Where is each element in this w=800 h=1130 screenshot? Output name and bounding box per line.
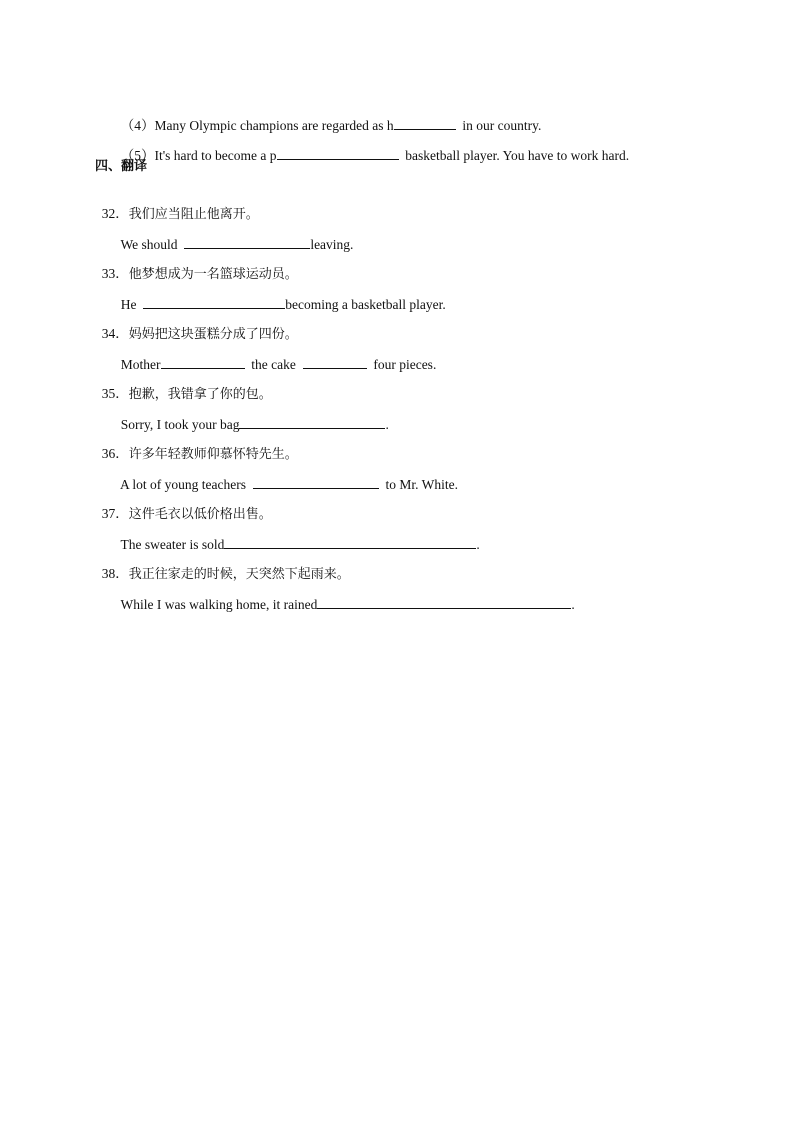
answer-suffix: leaving. <box>310 237 354 252</box>
answer-prefix: While I was walking home, it rained <box>120 597 318 612</box>
question-number: 32． <box>101 206 129 221</box>
answer-suffix: . <box>476 537 480 552</box>
answer-prefix: Mother <box>120 357 161 372</box>
question-38-answer <box>114 577 575 612</box>
question-33-answer <box>114 277 446 312</box>
question-33-prompt <box>95 247 298 282</box>
question-chinese: 许多年轻教师仰慕怀特先生。 <box>128 447 298 462</box>
question-number: 37． <box>101 506 129 521</box>
answer-suffix: four pieces. <box>366 357 437 372</box>
question-36-prompt <box>95 427 298 462</box>
item-5-suffix: basketball player. You have to work hard. <box>398 148 630 163</box>
question-chinese: 他梦想成为一名篮球运动员。 <box>128 267 298 282</box>
item-5-text: （5）It's hard to become a p <box>120 148 277 163</box>
question-34-answer <box>114 337 437 372</box>
question-32-answer <box>114 217 354 252</box>
answer-suffix: becoming a basketball player. <box>285 297 446 312</box>
question-36-answer <box>114 457 458 492</box>
item-4 <box>114 98 542 133</box>
question-number: 38． <box>101 566 129 581</box>
question-37-answer <box>114 517 480 552</box>
question-number: 35． <box>101 386 129 401</box>
answer-blank-2[interactable] <box>303 355 367 369</box>
item-5-blank[interactable] <box>277 146 399 160</box>
question-chinese: 我们应当阻止他离开。 <box>128 207 259 222</box>
question-number: 33． <box>101 266 129 281</box>
answer-prefix: Sorry, I took your bag <box>120 417 240 432</box>
question-chinese: 我正往家走的时候，天突然下起雨来。 <box>128 567 350 582</box>
section-title: 四、翻译 <box>95 159 148 174</box>
question-34-prompt <box>95 307 298 342</box>
answer-blank[interactable] <box>317 595 571 609</box>
item-5 <box>114 128 630 163</box>
answer-prefix: The sweater is sold <box>120 537 225 552</box>
question-35-answer <box>114 397 389 432</box>
answer-middle: the cake <box>244 357 303 372</box>
question-38-prompt <box>95 547 350 582</box>
question-chinese: 这件毛衣以低价格出售。 <box>128 507 272 522</box>
question-chinese: 抱歉，我错拿了你的包。 <box>128 387 272 402</box>
answer-prefix: He <box>120 297 144 312</box>
question-37-prompt <box>95 487 272 522</box>
question-35-prompt <box>95 367 272 402</box>
answer-suffix: . <box>385 417 389 432</box>
question-chinese: 妈妈把这块蛋糕分成了四份。 <box>128 327 298 342</box>
item-4-suffix: in our country. <box>455 118 542 133</box>
answer-suffix: to Mr. White. <box>378 477 458 492</box>
answer-prefix: We should <box>120 237 185 252</box>
question-32-prompt <box>95 187 259 222</box>
answer-suffix: . <box>571 597 575 612</box>
item-4-text: （4）Many Olympic champions are regarded as h <box>120 118 394 133</box>
question-number: 36． <box>101 446 129 461</box>
question-number: 34． <box>101 326 129 341</box>
answer-prefix: A lot of young teachers <box>120 477 253 492</box>
